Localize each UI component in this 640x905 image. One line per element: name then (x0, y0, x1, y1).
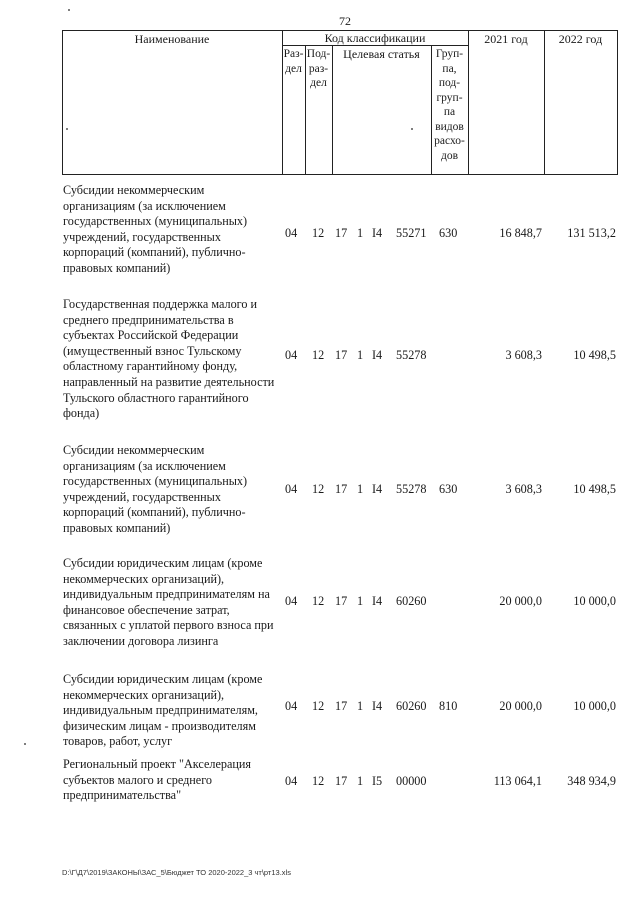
row-project: I4 (372, 482, 383, 496)
row-project: I4 (372, 699, 383, 713)
page-number: 72 (339, 14, 351, 28)
header-group: Груп- па, под- груп- па видов расхо- дов (434, 48, 465, 162)
row-subprogram: 1 (357, 774, 364, 788)
row-name: Субсидии некоммерческим организациям (за исключением государственных (муниципальных) учреждений, государственных корпораций (компаний), публично-правовых компаний) (63, 443, 248, 535)
row-razdel: 04 (285, 226, 298, 240)
row-direction: 55278 (396, 482, 427, 496)
row-project: I4 (372, 594, 383, 608)
footer-file-path: D:\Г\Д7\2019\ЗАКОНЫ\ЗАС_5\Бюджет ТО 2020-2022_3 чт\рт13.xls (62, 868, 291, 877)
row-podrazdel: 12 (312, 699, 325, 713)
row-razdel: 04 (285, 348, 298, 362)
row-value-2022: 10 498,5 (573, 348, 616, 362)
row-razdel: 04 (285, 699, 298, 713)
row-program: 17 (335, 594, 348, 608)
header-divider-podrazdel (332, 45, 333, 174)
code-subheader-line (282, 45, 468, 46)
header-bottom-line (62, 174, 618, 175)
row-program: 17 (335, 482, 348, 496)
scan-speck (411, 128, 413, 130)
row-name: Субсидии юридическим лицам (кроме некоммерческих организаций), индивидуальным предпринимателям, физическим лицам - производителям товаров, работ, услуг (63, 672, 263, 749)
row-value-2021: 113 064,1 (493, 774, 542, 788)
row-group: 630 (439, 226, 458, 240)
header-year-2021: 2021 год (484, 32, 528, 46)
header-podrazdel: Под- раз- дел (306, 48, 331, 89)
row-value-2022: 131 513,2 (567, 226, 616, 240)
row-razdel: 04 (285, 774, 298, 788)
row-project: I5 (372, 774, 383, 788)
header-divider-group (468, 30, 469, 174)
row-value-2021: 3 608,3 (505, 348, 542, 362)
header-divider-year (544, 30, 545, 174)
row-subprogram: 1 (357, 699, 364, 713)
row-direction: 00000 (396, 774, 427, 788)
row-subprogram: 1 (357, 482, 364, 496)
row-podrazdel: 12 (312, 226, 325, 240)
row-value-2022: 10 000,0 (573, 699, 616, 713)
row-value-2021: 3 608,3 (505, 482, 542, 496)
row-name: Субсидии юридическим лицам (кроме некоммерческих организаций), индивидуальным предпринимателям на финансовое обеспечение затрат, связанных с уплатой первого взноса при заключении договора лизинга (63, 556, 274, 648)
row-subprogram: 1 (357, 348, 364, 362)
row-direction: 60260 (396, 594, 427, 608)
row-podrazdel: 12 (312, 348, 325, 362)
row-value-2021: 20 000,0 (499, 594, 542, 608)
row-value-2022: 10 498,5 (573, 482, 616, 496)
row-name: Региональный проект "Акселерация субъектов малого и среднего предпринимательства" (63, 757, 252, 803)
row-group: 810 (439, 699, 458, 713)
header-razdel: Раз- дел (283, 48, 304, 75)
row-podrazdel: 12 (312, 482, 325, 496)
row-subprogram: 1 (357, 226, 364, 240)
header-year-2022: 2022 год (558, 32, 603, 46)
scan-speck (24, 743, 26, 745)
row-direction: 60260 (396, 699, 427, 713)
row-program: 17 (335, 226, 348, 240)
row-podrazdel: 12 (312, 774, 325, 788)
row-podrazdel: 12 (312, 594, 325, 608)
header-right-border (617, 30, 618, 174)
scan-speck (68, 9, 70, 11)
header-target: Целевая статья (343, 47, 420, 61)
row-group: 630 (439, 482, 458, 496)
row-subprogram: 1 (357, 594, 364, 608)
row-direction: 55278 (396, 348, 427, 362)
row-direction: 55271 (396, 226, 427, 240)
row-project: I4 (372, 226, 383, 240)
row-program: 17 (335, 348, 348, 362)
row-name: Субсидии некоммерческим организациям (за исключением государственных (муниципальных) учреждений, государственных корпораций (компаний), публично-правовых компаний) (63, 183, 248, 275)
row-razdel: 04 (285, 482, 298, 496)
header-name: Наименование (134, 32, 210, 46)
row-name: Государственная поддержка малого и среднего предпринимательства в субъектах Российской Федерации (имущественный взнос Тульскому областному гарантийному фонду, направленный на развитие деятельности Тульского областного гарантийного фонда) (63, 297, 275, 421)
row-project: I4 (372, 348, 383, 362)
scan-speck (66, 128, 68, 130)
row-value-2021: 20 000,0 (499, 699, 542, 713)
row-value-2021: 16 848,7 (499, 226, 542, 240)
row-value-2022: 10 000,0 (573, 594, 616, 608)
header-code: Код классификации (324, 31, 426, 45)
header-left-border (62, 30, 63, 174)
row-program: 17 (335, 699, 348, 713)
row-value-2022: 348 934,9 (567, 774, 616, 788)
row-razdel: 04 (285, 594, 298, 608)
row-program: 17 (335, 774, 348, 788)
